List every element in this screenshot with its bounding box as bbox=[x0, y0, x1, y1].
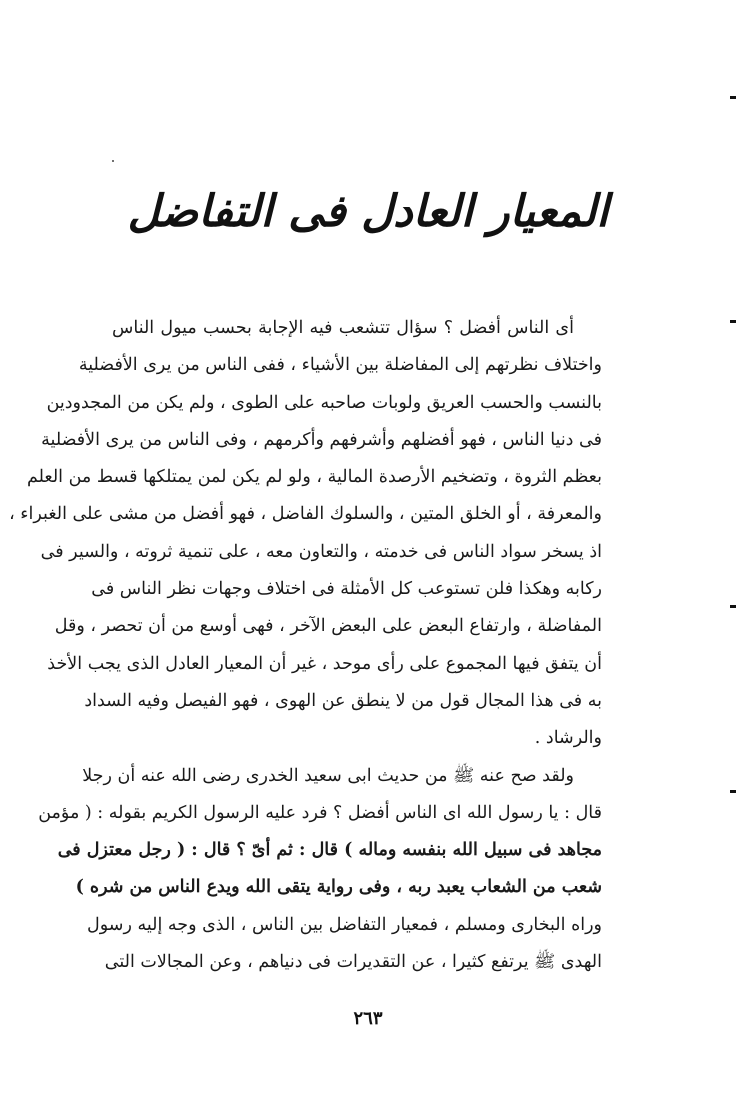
text-line: قال : يا رسول الله اى الناس أفضل ؟ فرد عليه الرسول الكريم بقوله : ( مؤمن bbox=[38, 802, 602, 823]
text-line: بعظم الثروة ، وتضخيم الأرصدة المالية ، ولو لم يكن لمن يمتلكها قسط من العلم bbox=[26, 467, 602, 488]
scan-edge-mark bbox=[730, 790, 736, 793]
text-line: بالنسب والحسب العريق ولوبات صاحبه على الطوى ، ولم يكن من المجدودين bbox=[46, 392, 602, 413]
text-line: والمعرفة ، أو الخلق المتين ، والسلوك الفاضل ، فهو أفضل من مشى على الغبراء ، bbox=[9, 504, 602, 525]
scan-edge-mark bbox=[730, 96, 736, 99]
scan-speck bbox=[112, 160, 114, 162]
text-line: واختلاف نظرتهم إلى المفاضلة بين الأشياء ، ففى الناس من يرى الأفضلية bbox=[78, 355, 602, 376]
text-line: مجاهد فى سبيل الله بنفسه وماله ) قال : ثم أىّ ؟ قال : ( رجل معتزل فى bbox=[57, 840, 602, 861]
text-line: به فى هذا المجال قول من لا ينطق عن الهوى ، فهو الفيصل وفيه السداد bbox=[84, 690, 602, 711]
text-line: وراه البخارى ومسلم ، فمعيار التفاضل بين الناس ، الذى وجه إليه رسول bbox=[87, 914, 602, 935]
text-line: أن يتفق فيها المجموع على رأى موحد ، غير أن المعيار العادل الذى يجب الأخذ bbox=[47, 653, 602, 674]
page-number: ٢٦٣ bbox=[353, 1008, 383, 1029]
text-line: شعب من الشعاب يعبد ربه ، وفى رواية يتقى الله ويدع الناس من شره ) bbox=[75, 877, 602, 898]
text-line: أى الناس أفضل ؟ سؤال تتشعب فيه الإجابة بحسب ميول الناس bbox=[112, 318, 574, 338]
text-line: ولقد صح عنه ﷺ من حديث ابى سعيد الخدرى رضى الله عنه أن رجلا bbox=[82, 765, 574, 786]
scan-edge-mark bbox=[730, 605, 736, 608]
text-line: والرشاد . bbox=[534, 728, 602, 749]
scan-edge-mark bbox=[730, 320, 736, 323]
text-line: فى دنيا الناس ، فهو أفضلهم وأشرفهم وأكرمهم ، وفى الناس من يرى الأفضلية bbox=[41, 429, 602, 450]
text-line: المفاضلة ، وارتفاع البعض على البعض الآخر ، فهى أوسع من أن تحصر ، وقل bbox=[54, 616, 602, 637]
body-text bbox=[9, 310, 602, 981]
text-line: الهدى ﷺ يرتفع كثيرا ، عن التقديرات فى دنياهم ، وعن المجالات التى bbox=[104, 952, 602, 973]
text-line: اذ يسخر سواد الناس فى خدمته ، والتعاون معه ، على تنمية ثروته ، والسير فى bbox=[40, 541, 602, 562]
text-line: ركابه وهكذا فلن تستوعب كل الأمثلة فى اختلاف وجهات نظر الناس فى bbox=[91, 579, 602, 600]
chapter-title: المعيار العادل فى التفاضل bbox=[127, 186, 609, 237]
